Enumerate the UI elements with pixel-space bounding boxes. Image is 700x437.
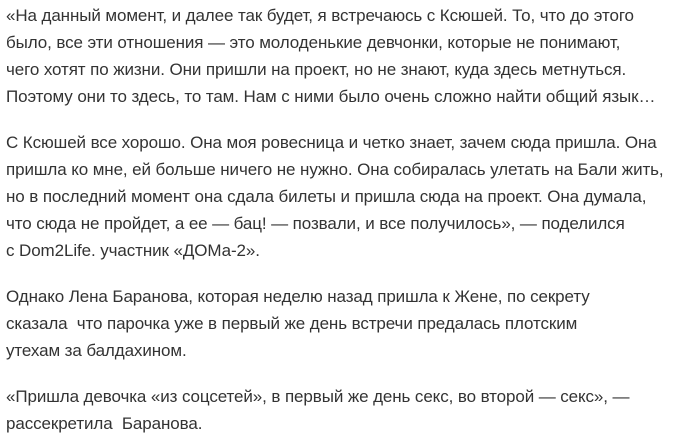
paragraph-line: «На данный момент, и далее так будет, я встречаюсь с Ксюшей. То, что до этого: [6, 6, 634, 25]
paragraph: [6, 2, 694, 110]
paragraph-line: Однако Лена Баранова, которая неделю назад пришла к Жене, по секрету: [6, 287, 590, 306]
paragraph-line: утехам за балдахином.: [6, 341, 187, 360]
paragraph-line: что сюда не пройдет, а ее — бац! — позвали, и все получилось», — поделился: [6, 214, 625, 233]
paragraph: [6, 129, 694, 264]
paragraph-line: Поэтому они то здесь, то там. Нам с ними было очень сложно найти общий язык…: [6, 87, 656, 106]
paragraph-line: «Пришла девочка «из соцсетей», в первый же день секс, во второй — секс», —: [6, 387, 630, 406]
paragraph-line: с Dom2Life. участник «ДОМа-2».: [6, 241, 260, 260]
paragraph-line: сказала что парочка уже в первый же день встречи предалась плотским: [6, 314, 578, 333]
paragraph-line: пришла ко мне, ей больше ничего не нужно. Она собиралась улетать на Бали жить,: [6, 160, 664, 179]
paragraph-line: но в последний момент она сдала билеты и пришла сюда на проект. Она думала,: [6, 187, 647, 206]
paragraph: [6, 283, 694, 364]
paragraph-line: было, все эти отношения — это молоденькие девчонки, которые не понимают,: [6, 33, 621, 52]
paragraph-line: рассекретила Баранова.: [6, 414, 203, 433]
paragraph: [6, 383, 694, 437]
paragraph-line: чего хотят по жизни. Они пришли на проект, но не знают, куда здесь метнуться.: [6, 60, 627, 79]
paragraph-line: С Ксюшей все хорошо. Она моя ровесница и четко знает, зачем сюда пришла. Она: [6, 133, 657, 152]
